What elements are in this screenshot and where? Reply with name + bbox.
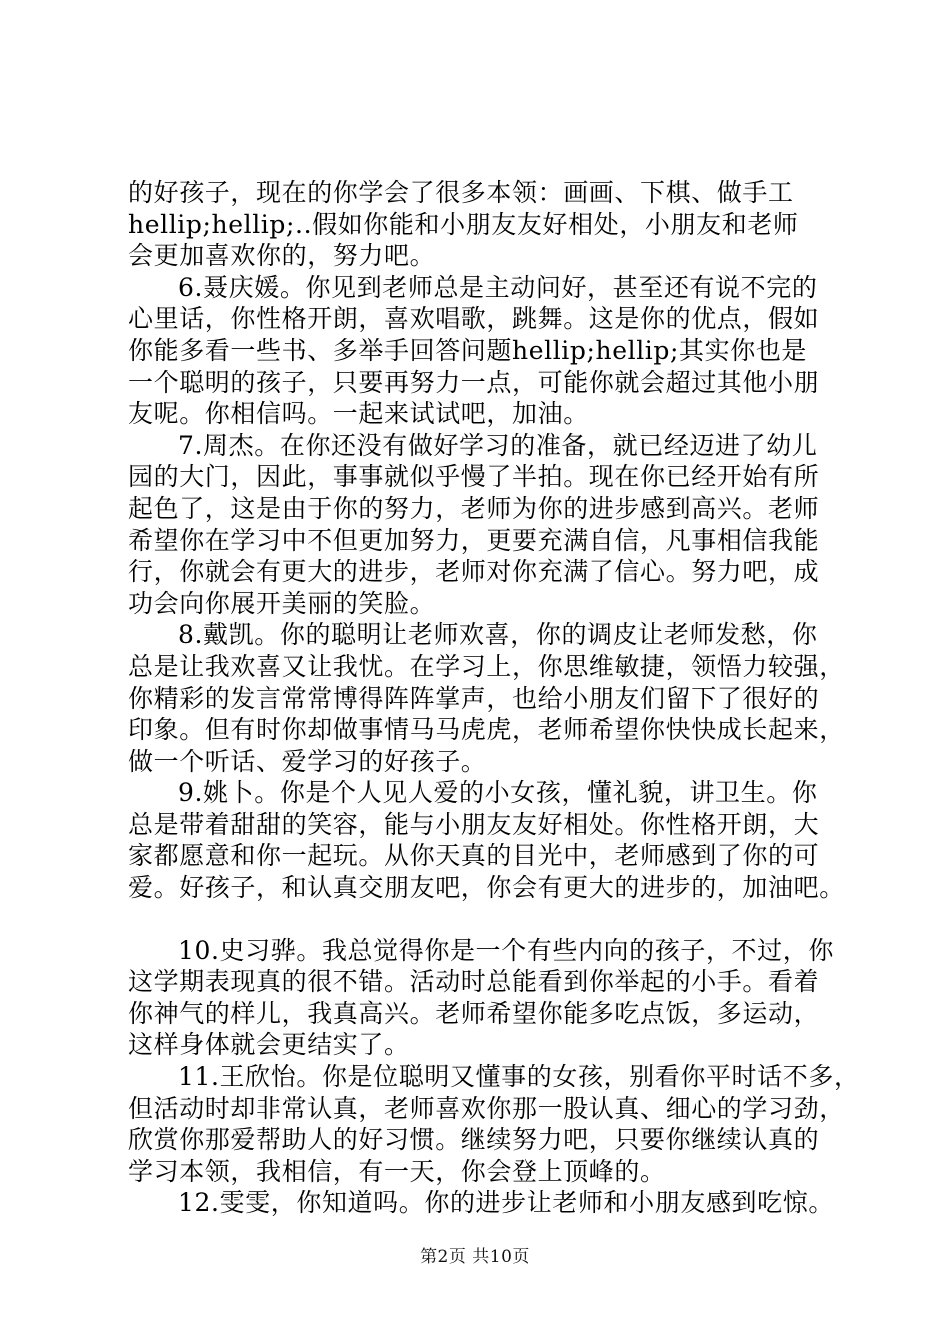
text-line: 总是让我欢喜又让我忧。在学习上，你思维敏捷，领悟力较强， [128, 651, 845, 681]
text-line: 这样身体就会更结实了。 [128, 1030, 410, 1060]
page-number-footer: 第2页 共10页 [420, 1247, 530, 1267]
text-line: 总是带着甜甜的笑容，能与小朋友友好相处。你性格开朗，大 [128, 809, 820, 839]
text-line: 这学期表现真的很不错。活动时总能看到你举起的小手。看着 [128, 967, 820, 997]
text-line: 家都愿意和你一起玩。从你天真的目光中，老师感到了你的可 [128, 841, 820, 871]
text-line: 希望你在学习中不但更加努力，更要充满自信，凡事相信我能 [128, 525, 820, 555]
text-line: 友呢。你相信吗。一起来试试吧，加油。 [128, 399, 589, 429]
text-line: 你神气的样儿，我真高兴。老师希望你能多吃点饭，多运动， [128, 998, 820, 1028]
text-line: 11.王欣怡。你是位聪明又懂事的女孩，别看你平时话不多， [178, 1062, 860, 1092]
text-line: hellip;hellip;..假如你能和小朋友友好相处，小朋友和老师 [128, 209, 799, 239]
text-line: 欣赏你那爱帮助人的好习惯。继续努力吧，只要你继续认真的 [128, 1125, 820, 1155]
text-line: 一个聪明的孩子，只要再努力一点，可能你就会超过其他小朋 [128, 367, 820, 397]
text-line: 8.戴凯。你的聪明让老师欢喜，你的调皮让老师发愁，你 [178, 620, 818, 650]
text-line: 10.史习骅。我总觉得你是一个有些内向的孩子，不过，你 [178, 935, 834, 965]
text-line: 学习本领，我相信，有一天，你会登上顶峰的。 [128, 1156, 666, 1186]
text-line: 会更加喜欢你的，努力吧。 [128, 241, 436, 271]
text-line: 9.姚卜。你是个人见人爱的小女孩，懂礼貌，讲卫生。你 [178, 778, 818, 808]
paragraph-item-10 [128, 935, 834, 1061]
text-line: 心里话，你性格开朗，喜欢唱歌，跳舞。这是你的优点，假如 [128, 304, 820, 334]
text-line: 行，你就会有更大的进步，老师对你充满了信心。努力吧，成 [128, 557, 820, 587]
paragraph-item-11 [128, 1061, 860, 1187]
paragraph-item-12 [128, 1187, 834, 1219]
paragraph-item-8 [128, 619, 845, 777]
text-line: 12.雯雯，你知道吗。你的进步让老师和小朋友感到吃惊。 [178, 1188, 834, 1218]
paragraph-continuation [128, 177, 834, 272]
blank-line [128, 904, 834, 935]
text-line: 功会向你展开美丽的笑脸。 [128, 588, 436, 618]
paragraph-item-7 [128, 430, 834, 620]
text-line: 做一个听话、爱学习的好孩子。 [128, 746, 487, 776]
text-line: 印象。但有时你却做事情马马虎虎，老师希望你快快成长起来， [128, 715, 845, 745]
paragraph-item-9 [128, 777, 845, 903]
text-line: 园的大门，因此，事事就似乎慢了半拍。现在你已经开始有所 [128, 462, 820, 492]
text-line: 7.周杰。在你还没有做好学习的准备，就已经迈进了幼儿 [178, 430, 818, 460]
text-line: 但活动时却非常认真，老师喜欢你那一股认真、细心的学习劲， [128, 1093, 845, 1123]
paragraph-item-6 [128, 272, 834, 430]
document-body [128, 177, 860, 1219]
text-line: 你能多看一些书、多举手回答问题hellip;hellip;其实你也是 [128, 335, 808, 365]
text-line: 爱。好孩子，和认真交朋友吧，你会有更大的进步的，加油吧。 [128, 873, 845, 903]
text-line: 起色了，这是由于你的努力，老师为你的进步感到高兴。老师 [128, 493, 820, 523]
text-line: 6.聂庆媛。你见到老师总是主动问好，甚至还有说不完的 [178, 272, 818, 302]
text-line: 的好孩子，现在的你学会了很多本领：画画、下棋、做手工 [128, 178, 794, 207]
text-line: 你精彩的发言常常博得阵阵掌声，也给小朋友们留下了很好的 [128, 683, 820, 713]
